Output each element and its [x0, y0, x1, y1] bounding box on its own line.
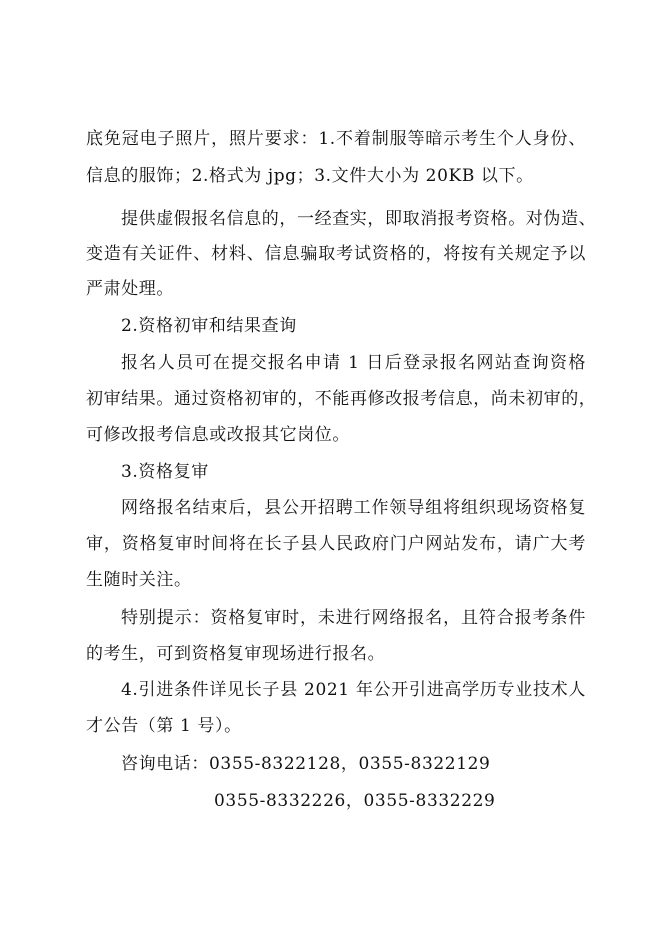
text-line: 的考生，可到资格复审现场进行报名。 — [86, 644, 386, 664]
contact-phone-line: 0355-8332226，0355-8332229 — [214, 791, 496, 811]
text-line: 底免冠电子照片，照片要求：1.不着制服等暗示考生个人身份、 — [86, 129, 586, 149]
text-line: 网络报名结束后，县公开招聘工作领导组将组织现场资格复 — [121, 498, 586, 518]
text-line: 初审结果。通过资格初审的，不能再修改报考信息，尚未初审的， — [86, 389, 597, 409]
text-line: 生随时关注。 — [86, 570, 192, 590]
contact-phone-line: 咨询电话：0355-8322128，0355-8322129 — [121, 754, 491, 774]
text-line: 报名人员可在提交报名申请 1 日后登录报名网站查询资格 — [121, 353, 586, 373]
text-line: 变造有关证件、材料、信息骗取考试资格的，将按有关规定予以 — [86, 244, 586, 264]
text-line: 可修改报考信息或改报其它岗位。 — [86, 425, 350, 445]
text-line: 信息的服饰；2.格式为 jpg；3.文件大小为 20KB 以下。 — [86, 166, 534, 186]
text-line: 严肃处理。 — [86, 279, 174, 299]
text-line: 审，资格复审时间将在长子县人民政府门户网站发布，请广大考 — [86, 534, 586, 554]
text-line: 提供虚假报名信息的，一经查实，即取消报考资格。对伪造、 — [121, 209, 597, 229]
text-line: 4.引进条件详见长子县 2021 年公开引进高学历专业技术人 — [121, 680, 586, 700]
section-heading: 3.资格复审 — [121, 462, 209, 482]
text-line: 才公告（第 1 号）。 — [86, 716, 242, 736]
text-line: 特别提示：资格复审时，未进行网络报名，且符合报考条件 — [121, 608, 586, 628]
section-heading: 2.资格初审和结果查询 — [121, 316, 297, 336]
